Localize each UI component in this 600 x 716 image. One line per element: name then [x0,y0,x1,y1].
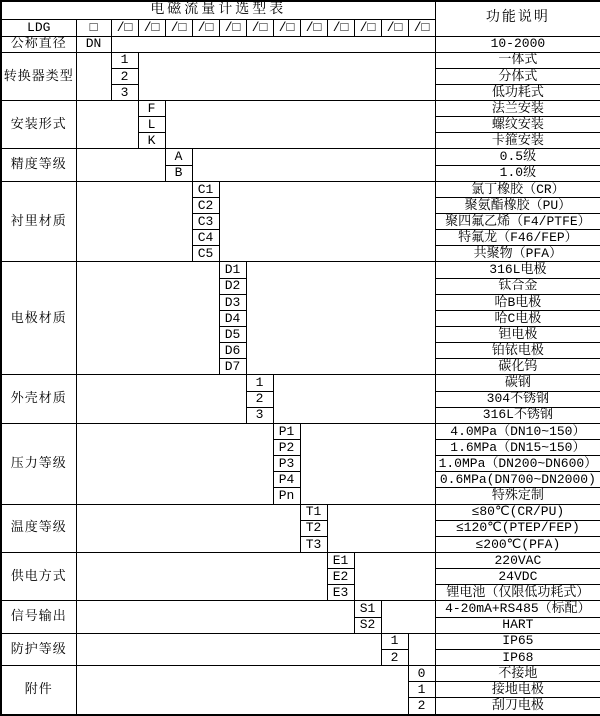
category-label-accuracy-grade: 精度等级 [1,149,76,181]
filler-left-converter-type [76,52,111,100]
filler-right-converter-type [138,52,435,100]
option-code-signal-output-S1: S1 [354,601,381,617]
option-desc-lining-material-C2: 聚氨酯橡胶（PU） [435,197,600,213]
option-desc-pressure-rating-P4: 0.6MPa(DN700~DN2000) [435,472,600,488]
category-label-electrode-material: 电极材质 [1,262,76,375]
option-desc-accuracy-grade-A: 0.5级 [435,149,600,165]
option-desc-pressure-rating-P3: 1.0MPa（DN200~DN600） [435,456,600,472]
category-label-installation-type: 安装形式 [1,101,76,149]
option-desc-accessories-0: 不接地 [435,665,600,681]
option-code-electrode-material-D4: D4 [219,310,246,326]
table-row [1,375,600,391]
filler-left-housing-material [76,375,246,423]
option-desc-accessories-1: 接地电极 [435,682,600,698]
option-desc-temperature-rating-T1: ≤80℃(CR/PU) [435,504,600,520]
option-desc-electrode-material-D7: 碳化钨 [435,359,600,375]
filler-right-nominal-diameter [111,36,435,52]
model-slot-box: /□ [381,19,408,36]
option-code-lining-material-C4: C4 [192,230,219,246]
option-code-accuracy-grade-B: B [165,165,192,181]
option-code-electrode-material-D5: D5 [219,327,246,343]
filler-right-signal-output [381,601,435,633]
option-code-installation-type-F: F [138,101,165,117]
option-code-signal-output-S2: S2 [354,617,381,633]
option-desc-lining-material-C1: 氯丁橡胶（CR） [435,181,600,197]
table-row [1,504,600,520]
category-label-converter-type: 转换器类型 [1,52,76,100]
option-desc-pressure-rating-Pn: 特殊定制 [435,488,600,504]
option-code-accuracy-grade-A: A [165,149,192,165]
filler-left-accuracy-grade [76,149,165,181]
filler-right-housing-material [273,375,435,423]
option-desc-converter-type-2: 分体式 [435,68,600,84]
option-desc-protection-rating-2: IP68 [435,649,600,665]
table-row [1,181,600,197]
function-column-header: 功能说明 [435,1,600,36]
option-desc-pressure-rating-P2: 1.6MPa（DN15~150） [435,440,600,456]
category-label-nominal-diameter: 公称直径 [1,36,76,52]
option-code-temperature-rating-T1: T1 [300,504,327,520]
model-slot-box: /□ [111,19,138,36]
option-desc-converter-type-3: 低功耗式 [435,84,600,100]
option-desc-nominal-diameter-DN: 10-2000 [435,36,600,52]
option-code-installation-type-K: K [138,133,165,149]
table-row [1,553,600,569]
table-row [1,633,600,649]
option-desc-installation-type-F: 法兰安装 [435,101,600,117]
filler-left-power-supply [76,553,327,601]
table-row [1,665,600,681]
option-desc-signal-output-S2: HART [435,617,600,633]
filler-left-temperature-rating [76,504,300,552]
option-code-housing-material-1: 1 [246,375,273,391]
filler-right-temperature-rating [327,504,435,552]
model-slot-box: /□ [273,19,300,36]
filler-right-pressure-rating [300,423,435,504]
option-desc-electrode-material-D4: 哈C电极 [435,310,600,326]
option-code-converter-type-1: 1 [111,52,138,68]
table-row [1,52,600,68]
option-code-pressure-rating-Pn: Pn [273,488,300,504]
option-desc-housing-material-1: 碳钢 [435,375,600,391]
option-desc-housing-material-2: 304不锈钢 [435,391,600,407]
filler-right-protection-rating [408,633,435,665]
option-code-protection-rating-1: 1 [381,633,408,649]
filler-right-power-supply [354,553,435,601]
filler-left-protection-rating [76,633,381,665]
option-code-electrode-material-D3: D3 [219,294,246,310]
model-slot-box: /□ [138,19,165,36]
option-code-electrode-material-D7: D7 [219,359,246,375]
filler-left-lining-material [76,181,192,262]
option-code-power-supply-E1: E1 [327,553,354,569]
option-desc-temperature-rating-T2: ≤120℃(PTEP/FEP) [435,520,600,536]
filler-left-installation-type [76,101,138,149]
filler-right-electrode-material [246,262,435,375]
option-desc-electrode-material-D2: 钛合金 [435,278,600,294]
option-code-electrode-material-D2: D2 [219,278,246,294]
option-code-pressure-rating-P3: P3 [273,456,300,472]
option-code-temperature-rating-T3: T3 [300,536,327,552]
model-slot-box: /□ [246,19,273,36]
filler-left-electrode-material [76,262,219,375]
option-code-housing-material-3: 3 [246,407,273,423]
option-desc-lining-material-C3: 聚四氟乙烯（F4/PTFE） [435,214,600,230]
option-desc-protection-rating-1: IP65 [435,633,600,649]
model-slot-box: /□ [192,19,219,36]
option-desc-housing-material-3: 316L不锈钢 [435,407,600,423]
option-code-lining-material-C3: C3 [192,214,219,230]
option-code-lining-material-C1: C1 [192,181,219,197]
option-desc-power-supply-E1: 220VAC [435,553,600,569]
model-prefix-cell: LDG [1,19,76,36]
option-desc-accessories-2: 刮刀电极 [435,698,600,715]
filler-left-signal-output [76,601,354,633]
filler-left-pressure-rating [76,423,273,504]
option-code-housing-material-2: 2 [246,391,273,407]
option-desc-pressure-rating-P1: 4.0MPa（DN10~150） [435,423,600,439]
option-desc-electrode-material-D3: 哈B电极 [435,294,600,310]
option-code-accessories-2: 2 [408,698,435,715]
option-desc-installation-type-L: 螺纹安装 [435,117,600,133]
category-label-signal-output: 信号输出 [1,601,76,633]
option-code-electrode-material-D6: D6 [219,343,246,359]
option-desc-lining-material-C5: 共聚物（PFA） [435,246,600,262]
option-desc-power-supply-E3: 锂电池（仅限低功耗式） [435,585,600,601]
option-desc-electrode-material-D1: 316L电极 [435,262,600,278]
table-row [1,1,600,19]
option-code-pressure-rating-P2: P2 [273,440,300,456]
option-desc-electrode-material-D6: 铂铱电极 [435,343,600,359]
option-desc-accuracy-grade-B: 1.0级 [435,165,600,181]
model-first-box: □ [76,19,111,36]
option-code-pressure-rating-P4: P4 [273,472,300,488]
option-code-converter-type-2: 2 [111,68,138,84]
option-code-installation-type-L: L [138,117,165,133]
table-row [1,149,600,165]
table-row [1,601,600,617]
model-slot-box: /□ [408,19,435,36]
option-code-nominal-diameter-DN: DN [76,36,111,52]
model-slot-box: /□ [354,19,381,36]
filler-right-installation-type [165,101,435,149]
option-code-power-supply-E2: E2 [327,569,354,585]
option-desc-electrode-material-D5: 钽电极 [435,327,600,343]
selection-grid-body [1,1,600,715]
filler-right-accuracy-grade [192,149,435,181]
category-label-temperature-rating: 温度等级 [1,504,76,552]
category-label-accessories: 附件 [1,665,76,715]
table-row [1,101,600,117]
model-slot-box: /□ [327,19,354,36]
table-title: 电磁流量计选型表 [1,1,435,19]
option-code-accessories-0: 0 [408,665,435,681]
option-desc-signal-output-S1: 4-20mA+RS485（标配） [435,601,600,617]
category-label-housing-material: 外壳材质 [1,375,76,423]
category-label-protection-rating: 防护等级 [1,633,76,665]
option-code-lining-material-C5: C5 [192,246,219,262]
option-desc-lining-material-C4: 特氟龙（F46/FEP） [435,230,600,246]
filler-left-accessories [76,665,408,715]
table-row [1,36,600,52]
model-slot-box: /□ [300,19,327,36]
model-slot-box: /□ [219,19,246,36]
category-label-lining-material: 衬里材质 [1,181,76,262]
category-label-pressure-rating: 压力等级 [1,423,76,504]
option-code-pressure-rating-P1: P1 [273,423,300,439]
option-code-protection-rating-2: 2 [381,649,408,665]
filler-right-lining-material [219,181,435,262]
option-desc-power-supply-E2: 24VDC [435,569,600,585]
option-code-electrode-material-D1: D1 [219,262,246,278]
option-desc-temperature-rating-T3: ≤200℃(PFA) [435,536,600,552]
option-desc-installation-type-K: 卡箍安装 [435,133,600,149]
model-slot-box: /□ [165,19,192,36]
option-code-converter-type-3: 3 [111,84,138,100]
option-code-power-supply-E3: E3 [327,585,354,601]
option-code-lining-material-C2: C2 [192,197,219,213]
option-desc-converter-type-1: 一体式 [435,52,600,68]
option-code-accessories-1: 1 [408,682,435,698]
category-label-power-supply: 供电方式 [1,553,76,601]
option-code-temperature-rating-T2: T2 [300,520,327,536]
table-row [1,262,600,278]
table-row [1,423,600,439]
